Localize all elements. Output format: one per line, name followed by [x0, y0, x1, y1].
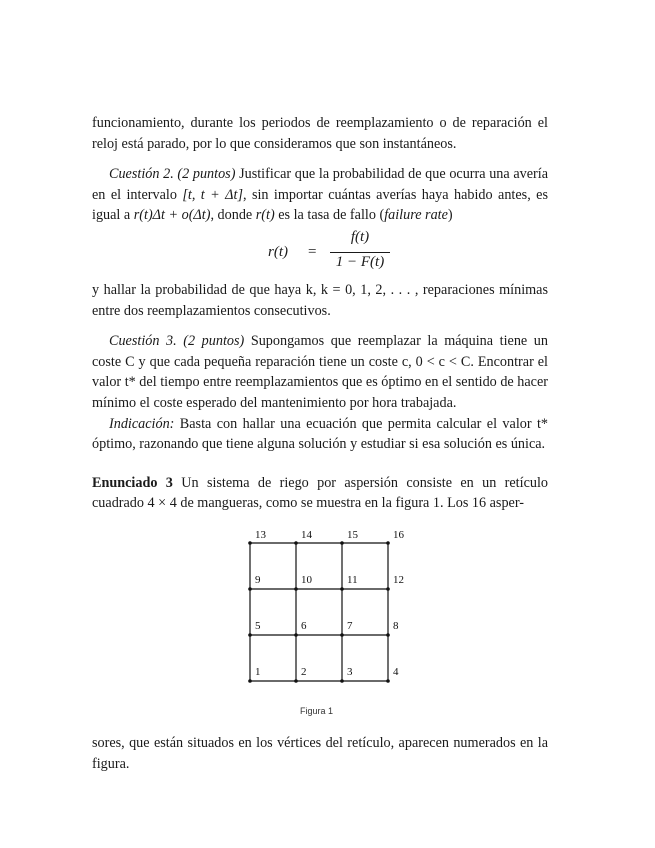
node-label-16: 16: [393, 529, 404, 541]
vertex: [340, 541, 344, 545]
failure-rate-formula: [92, 228, 548, 278]
node-label-8: 8: [393, 620, 399, 632]
enunciado-3-label: Enunciado 3: [92, 474, 173, 491]
final-paragraph-wrap: [92, 733, 548, 774]
paragraph-intro: funcionamiento, durante los periodos de reemplazamiento o de reparación el reloj está parado, por lo que consideramos que son instantáneos.: [92, 115, 548, 152]
fraction-bar: [330, 252, 390, 253]
vertex: [248, 679, 252, 683]
node-label-3: 3: [347, 666, 353, 678]
page-body: [92, 113, 548, 514]
formula-denominator: 1 − F(t): [335, 253, 385, 270]
vertex: [386, 541, 390, 545]
node-label-11: 11: [347, 574, 358, 586]
node-label-5: 5: [255, 620, 261, 632]
vertex: [386, 587, 390, 591]
hint: Indicación: Basta con hallar una ecuación que permita calcular el valor t* óptimo, razonando que tiene alguna solución y estudiar si esa solución es única.: [92, 415, 548, 453]
grid-diagram: [230, 525, 420, 695]
vertex: [386, 679, 390, 683]
formula-numerator: f(t): [350, 228, 370, 245]
question-2-label: Cuestión 2. (2 puntos): [109, 166, 236, 183]
hint-label: Indicación:: [109, 415, 175, 432]
question-3-label: Cuestión 3. (2 puntos): [109, 333, 245, 350]
grid-lines: [250, 543, 388, 681]
paragraph-after-formula: y hallar la probabilidad de que haya k, k = 0, 1, 2, . . . , reparaciones mínimas entre dos reemplazamientos consecutivos.: [92, 281, 548, 319]
vertex: [340, 587, 344, 591]
vertex: [294, 679, 298, 683]
figure-caption: Figura 1: [300, 706, 334, 716]
enunciado-3: Enunciado 3 Un sistema de riego por aspersión consiste en un retículo cuadrado 4 × 4 de mangueras, como se muestra en la figura 1. Los 16 asper-: [92, 474, 548, 512]
node-label-13: 13: [255, 529, 266, 541]
grid-vertices: [248, 541, 390, 683]
vertex: [340, 679, 344, 683]
vertex: [294, 541, 298, 545]
vertex: [386, 633, 390, 637]
question-3: Cuestión 3. (2 puntos) Supongamos que reemplazar la máquina tiene un coste C y que cada pequeña reparación tiene un coste c, 0 < c < C. Encontrar el valor t* del tiempo entre reemplazamientos que es óptimo en el sentido de hacer mínimo el coste esperado del mantenimiento por hora trabajada.: [92, 333, 548, 411]
node-label-10: 10: [301, 574, 312, 586]
node-label-2: 2: [301, 666, 307, 678]
formula-lhs: r(t): [268, 243, 288, 260]
node-label-14: 14: [301, 529, 312, 541]
question-2: Cuestión 2. (2 puntos) Justificar que la probabilidad de que ocurra una avería en el intervalo [t, t + Δt], sin importar cuántas averías haya habido antes, es igual a r(t)Δt + o(Δt), donde r(t) es la tasa de fallo (failure rate): [92, 166, 548, 224]
vertex: [294, 633, 298, 637]
node-label-7: 7: [347, 620, 353, 632]
vertex: [294, 587, 298, 591]
formula-equals: =: [308, 243, 317, 260]
node-label-1: 1: [255, 666, 261, 678]
vertex: [248, 633, 252, 637]
vertex: [248, 541, 252, 545]
vertex: [248, 587, 252, 591]
node-label-4: 4: [393, 666, 399, 678]
paragraph-final: sores, que están situados en los vértices del retículo, aparecen numerados en la figura.: [92, 735, 548, 772]
node-label-12: 12: [393, 574, 404, 586]
figure-1-grid: [230, 525, 420, 695]
node-label-6: 6: [301, 620, 307, 632]
vertex: [340, 633, 344, 637]
node-label-9: 9: [255, 574, 261, 586]
node-label-15: 15: [347, 529, 358, 541]
node-labels: [255, 529, 405, 678]
